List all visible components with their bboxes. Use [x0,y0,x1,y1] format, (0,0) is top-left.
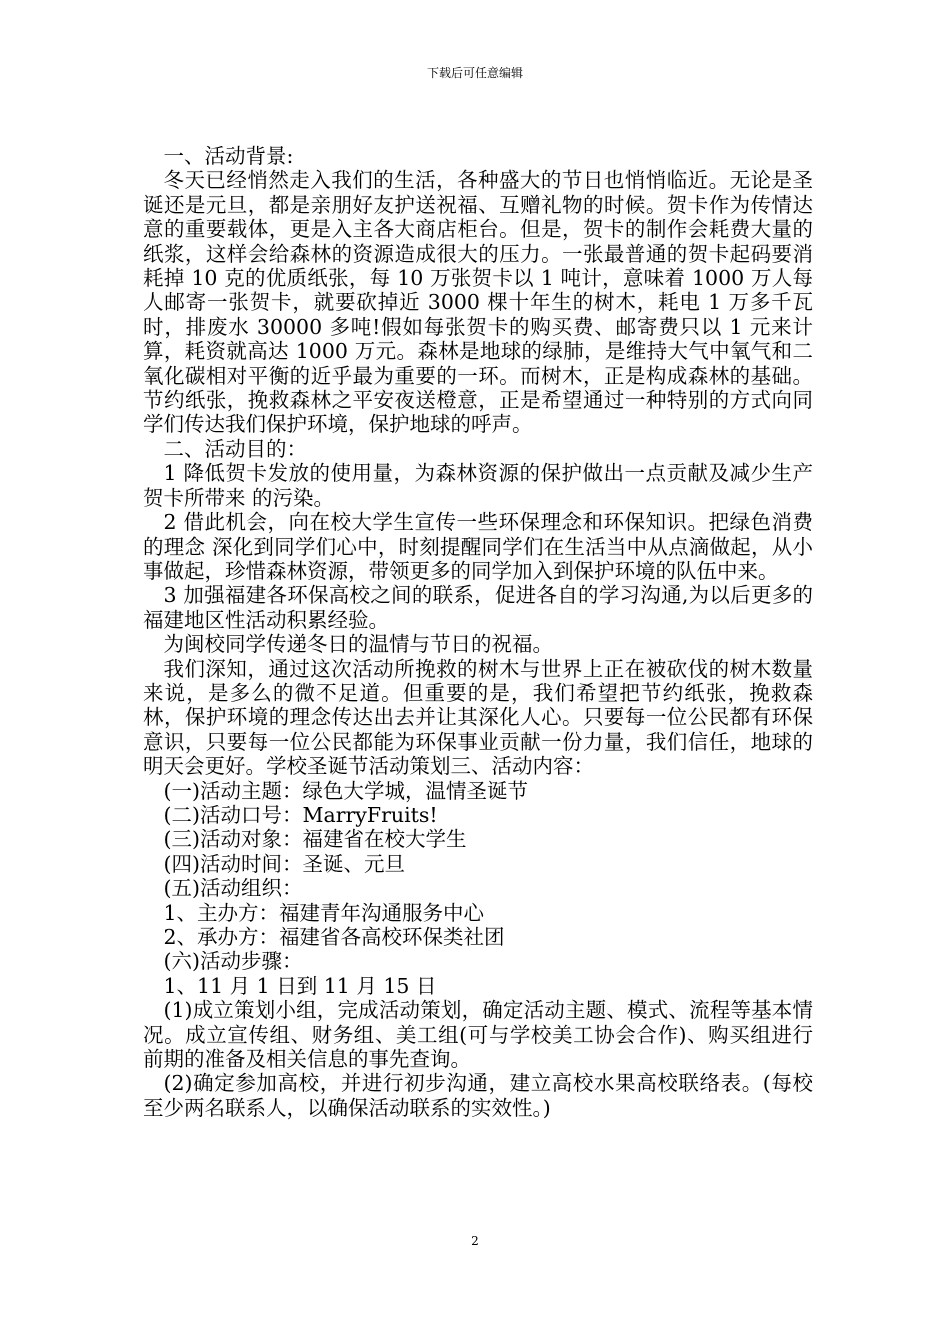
list-item-step-date: 1、11 月 1 日到 11 月 15 日 [163,973,437,998]
paragraph-purpose-3: 3 加强福建各环保高校之间的联系，促进各自的学习沟通,为以后更多的福建地区性活动积累经验。 [143,583,813,632]
paragraph-step-1: (1)成立策划小组，完成活动策划，确定活动主题、模式、流程等基本情况。成立宣传组、财务组、美工组(可与学校美工协会合作)、购买组进行前期的准备及相关信息的事先查询。 [143,998,813,1072]
list-item-theme: (一)活动主题：绿色大学城，温情圣诞节 [163,778,528,803]
list-item-organizer: 2、承办方：福建省各高校环保类社团 [163,925,505,949]
section-heading-purpose: 二、活动目的： [163,436,307,461]
paragraph-background: 冬天已经悄然走入我们的生活，各种盛大的节日也悄悄临近。无论是圣诞还是元旦，都是亲朋好友护送祝福、互赠礼物的时候。贺卡作为传情达意的重要载体，更是入主各大商店柜台。但是，贺卡的制作会耗费大量的纸浆，这样会给森林的资源造成很大的压力。一张最普通的贺卡起码要消耗掉 10 克的优质纸张，每 10 万张贺卡以 1 吨计，意味着 1000 万人每人邮寄一张贺卡，就要砍掉近 3000 棵十年生的树木，耗电 1 万多千瓦时，排废水 30000 多吨!假如每张贺卡的购买费、邮寄费只以 1 元来计算，耗资就高达 1000 万元。森林是地球的绿肺，是维持大气中氧气和二氧化碳相对平衡的近乎最为重要的一环。而树木，正是构成森林的基础。节约纸张，挽救森林之平安夜送橙意，正是希望通过一种特别的方式向同学们传达我们保护环境，保护地球的呼声。 [143,168,813,437]
paragraph-reflection: 我们深知，通过这次活动所挽救的树木与世界上正在被砍伐的树木数量来说，是多么的微不足道。但重要的是，我们希望把节约纸张，挽救森林，保护环境的理念传达出去并让其深化人心。只要每一位公民都有环保意识，只要每一位公民都能为环保事业贡献一份力量，我们信任，地球的明天会更好。学校圣诞节活动策划三、活动内容： [143,656,813,779]
document-body [143,144,813,1120]
page-number: 2 [471,1234,479,1248]
section-heading-background: 一、活动背景: [163,144,294,168]
list-item-time: (四)活动时间：圣诞、元旦 [163,851,405,876]
paragraph-step-2: (2)确定参加高校，并进行初步沟通，建立高校水果高校联络表。(每校至少两名联系人，以确保活动联系的实效性。) [143,1071,813,1120]
paragraph-purpose-4: 为闽校同学传递冬日的温情与节日的祝福。 [163,632,553,657]
list-item-steps: (六)活动步骤： [163,949,303,974]
page-header: 下载后可任意编辑 [426,66,523,80]
list-item-audience: (三)活动对象：福建省在校大学生 [163,827,467,852]
paragraph-purpose-1: 1 降低贺卡发放的使用量，为森林资源的保护做出一点贡献及减少生产贺卡所带来 的污染。 [143,461,813,510]
paragraph-purpose-2: 2 借此机会，向在校大学生宣传一些环保理念和环保知识。把绿色消费的理念 深化到同学们心中，时刻提醒同学们在生活当中从点滴做起，从小事做起，珍惜森林资源，带领更多的同学加入到保护环境的队伍中来。 [143,510,813,583]
list-item-host: 1、主办方：福建青年沟通服务中心 [163,900,485,925]
list-item-slogan: (二)活动口号：MarryFruits! [163,802,438,827]
list-item-organization: (五)活动组织： [163,876,303,901]
